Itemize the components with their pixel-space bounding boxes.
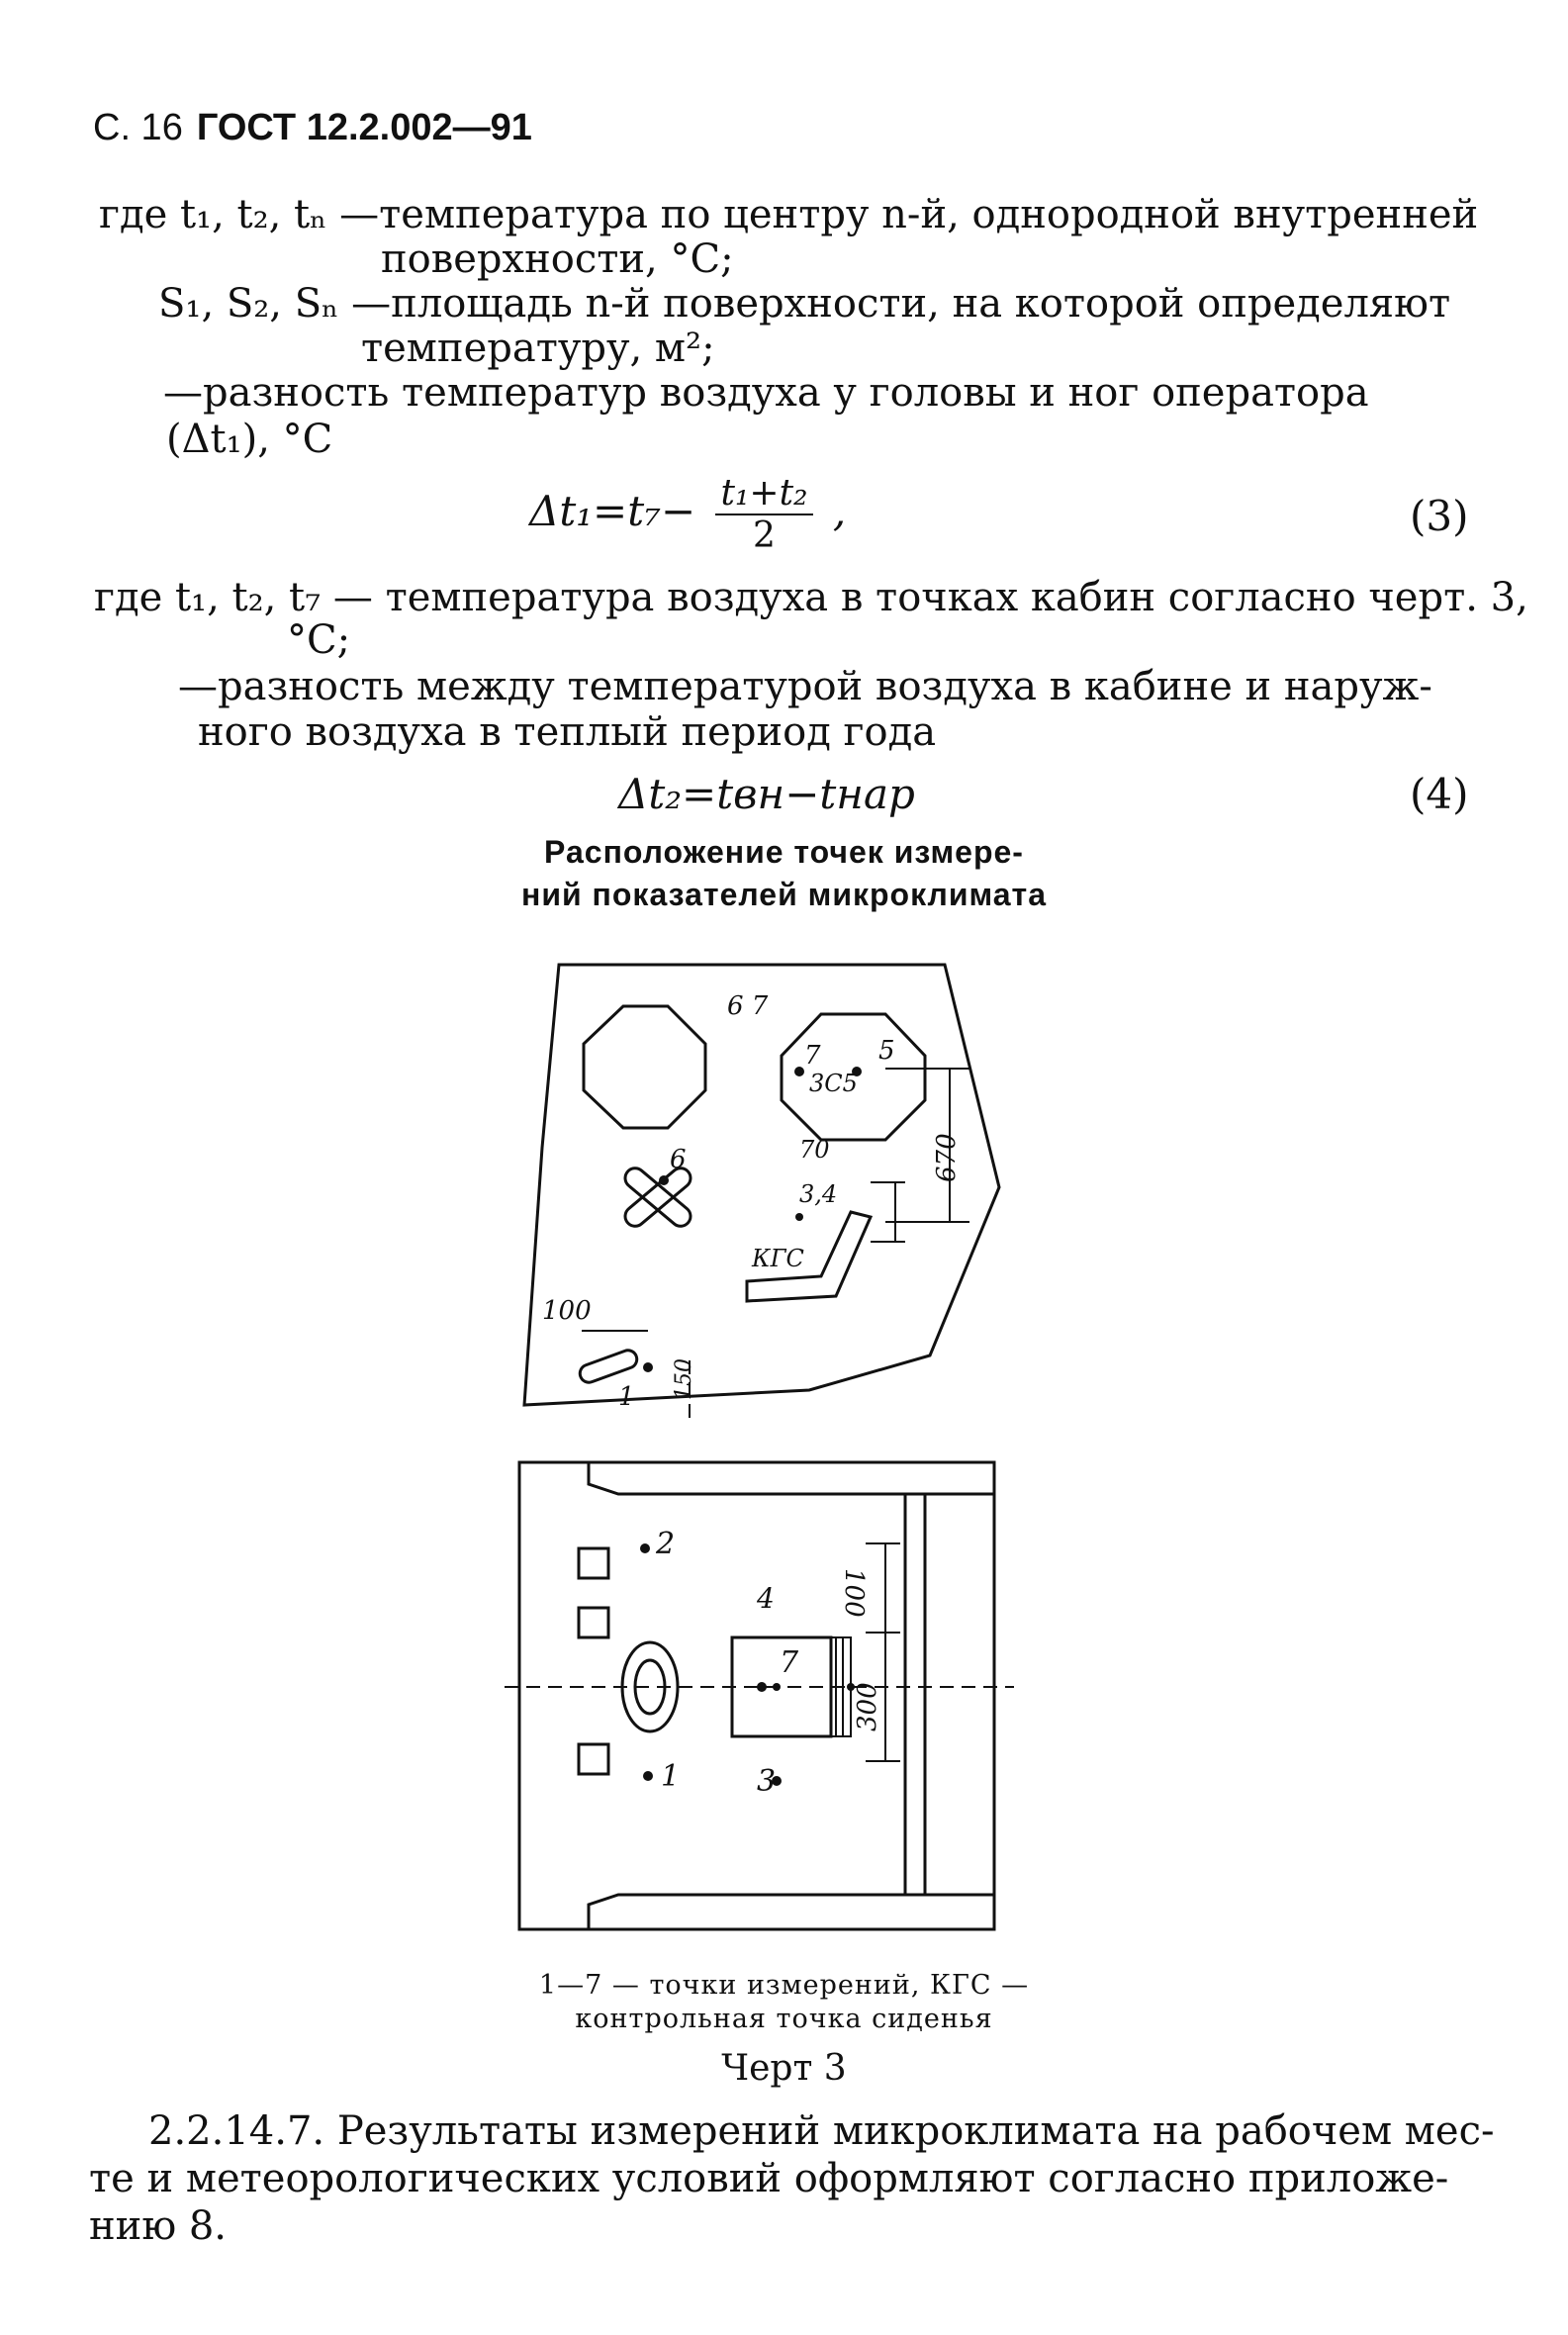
para3-line2: те и метеорологических условий оформляют согласно приложе- — [89, 2156, 1449, 2201]
formula-3-lhs: Δt₁=t₇− — [529, 487, 696, 535]
label-7: 7 — [780, 1645, 799, 1680]
para1-line1: где t₁, t₂, tₙ —температура по центру n-й, однородной внутренней — [99, 192, 1479, 237]
label-7-top: 7 — [804, 1041, 821, 1071]
formula-3-tail: , — [832, 487, 847, 535]
page-number: С. 16 — [93, 107, 183, 148]
formula-4: Δt₂=tвн−tнар — [618, 770, 915, 818]
label-3: 3 — [757, 1764, 777, 1799]
formula-3-numerator: t₁+t₂ — [715, 473, 814, 515]
figure-title-line1: Расположение точек измере- — [544, 834, 1024, 870]
label-6: 6 — [670, 1145, 687, 1174]
label-6-7-top: 6 7 — [727, 991, 769, 1021]
label-100: 100 — [542, 1296, 592, 1326]
label-1-top: 1 — [618, 1382, 635, 1412]
para1-line6: (Δt₁), °С — [166, 417, 333, 462]
formula-3-denominator: 2 — [753, 515, 776, 556]
label-kgs: КГС — [752, 1245, 804, 1272]
label-70: 70 — [799, 1136, 830, 1164]
formula-4-number: (4) — [1410, 770, 1469, 818]
caption-line1: 1—7 — точки измерений, КГС — — [538, 1970, 1030, 2001]
caption-line2: контрольная точка сиденья — [575, 2003, 993, 2034]
standard-title: ГОСТ 12.2.002—91 — [196, 107, 532, 148]
cabin-plan-side — [505, 1462, 1014, 1929]
para2-line2: °С; — [287, 617, 351, 663]
figure-caption — [0, 1969, 1568, 2036]
para2-line3: —разность между температурой воздуха в кабине и наруж- — [178, 664, 1432, 709]
para3-line1: 2.2.14.7. Результаты измерений микроклимата на рабочем мес- — [148, 2108, 1495, 2154]
para2-line4: ного воздуха в теплый период года — [198, 709, 937, 755]
para2-line1: где t₁, t₂, t₇ — температура воздуха в точках кабин согласно черт. 3, — [94, 575, 1528, 620]
para1-line4: температуру, м²; — [361, 326, 715, 371]
para1-line2: поверхности, °С; — [381, 236, 734, 282]
label-3c5: 3С5 — [809, 1070, 858, 1097]
para3-line3: нию 8. — [89, 2203, 228, 2249]
formula-3-number: (3) — [1410, 492, 1469, 540]
label-3-4: 3,4 — [799, 1180, 838, 1208]
label-1: 1 — [661, 1759, 681, 1794]
label-670: 670 — [932, 1133, 962, 1182]
label-5-top: 5 — [878, 1036, 895, 1066]
label-300: 300 — [853, 1682, 882, 1731]
para1-line3: S₁, S₂, Sₙ —площадь n-й поверхности, на которой определяют — [158, 281, 1451, 327]
para1-line5: —разность температур воздуха у головы и ног оператора — [163, 370, 1369, 416]
figure-title-line2: ний показателей микроклимата — [520, 877, 1048, 913]
label-100-side: 100 — [839, 1568, 869, 1618]
label-2: 2 — [656, 1527, 676, 1561]
label-150: 150 — [672, 1358, 696, 1400]
label-4: 4 — [757, 1582, 775, 1615]
figure-number: Черт 3 — [721, 2048, 847, 2089]
